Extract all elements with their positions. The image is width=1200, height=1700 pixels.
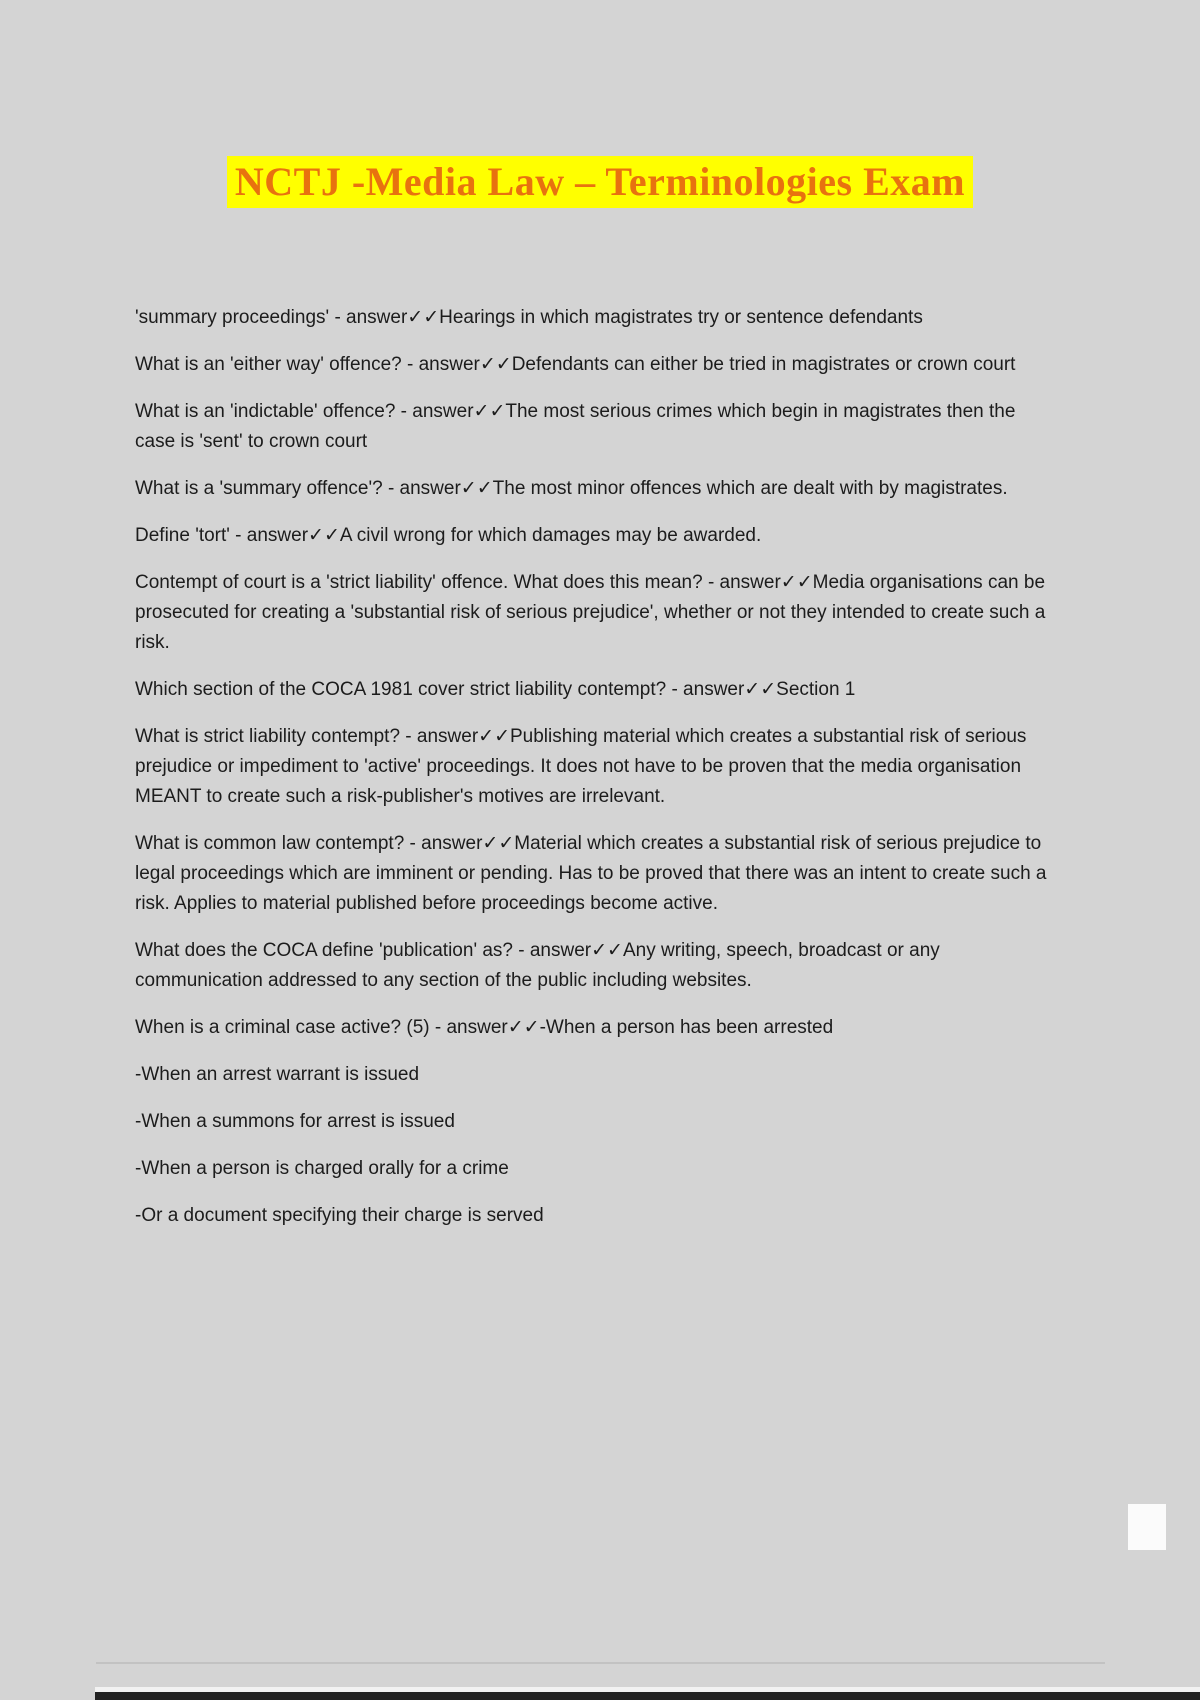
qa-paragraph: -When a summons for arrest is issued: [135, 1111, 455, 1132]
qa-paragraph: Define 'tort' - answer✓✓A civil wrong for which damages may be awarded.: [135, 525, 762, 546]
qa-paragraph: Contempt of court is a 'strict liability' offence. What does this mean? - answer✓✓Media organisations can be prosecuted for creating a 'substantial risk of serious prejudice', whether or not they intended to create such a risk.: [135, 572, 1046, 653]
document-title: NCTJ -Media Law – Terminologies Exam: [227, 156, 973, 208]
qa-paragraph: What is an 'indictable' offence? - answer✓✓The most serious crimes which begin in magistrates then the case is 'sent' to crown court: [135, 401, 1016, 452]
qa-paragraph: What is an 'either way' offence? - answer✓✓Defendants can either be tried in magistrates or crown court: [135, 354, 1016, 375]
qa-paragraph: When is a criminal case active? (5) - answer✓✓-When a person has been arrested: [135, 1017, 834, 1038]
title-section: [0, 0, 1200, 208]
qa-paragraph: Which section of the COCA 1981 cover strict liability contempt? - answer✓✓Section 1: [135, 679, 856, 700]
footer-divider-line: [96, 1662, 1105, 1664]
qa-paragraph: What is strict liability contempt? - answer✓✓Publishing material which creates a substantial risk of serious prejudice or impediment to 'active' proceedings. It does not have to be proven that the media organisation MEANT to create such a risk-publisher's motives are irrelevant.: [135, 726, 1027, 807]
document-body: [135, 303, 1050, 1231]
qa-paragraph: 'summary proceedings' - answer✓✓Hearings in which magistrates try or sentence defendants: [135, 307, 923, 328]
qa-paragraph: -Or a document specifying their charge is served: [135, 1205, 544, 1226]
next-page-border: [95, 1692, 1200, 1700]
qa-paragraph: -When an arrest warrant is issued: [135, 1064, 420, 1085]
page-corner-artifact: [1128, 1504, 1166, 1550]
qa-paragraph: What is common law contempt? - answer✓✓Material which creates a substantial risk of serious prejudice to legal proceedings which are imminent or pending. Has to be proved that there was an intent to create such a risk. Applies to material published before proceedings become active.: [135, 833, 1047, 914]
qa-paragraph: -When a person is charged orally for a crime: [135, 1158, 509, 1179]
qa-paragraph: What is a 'summary offence'? - answer✓✓The most minor offences which are dealt with by magistrates.: [135, 478, 1008, 499]
qa-paragraph: What does the COCA define 'publication' as? - answer✓✓Any writing, speech, broadcast or any communication addressed to any section of the public including websites.: [135, 940, 940, 991]
